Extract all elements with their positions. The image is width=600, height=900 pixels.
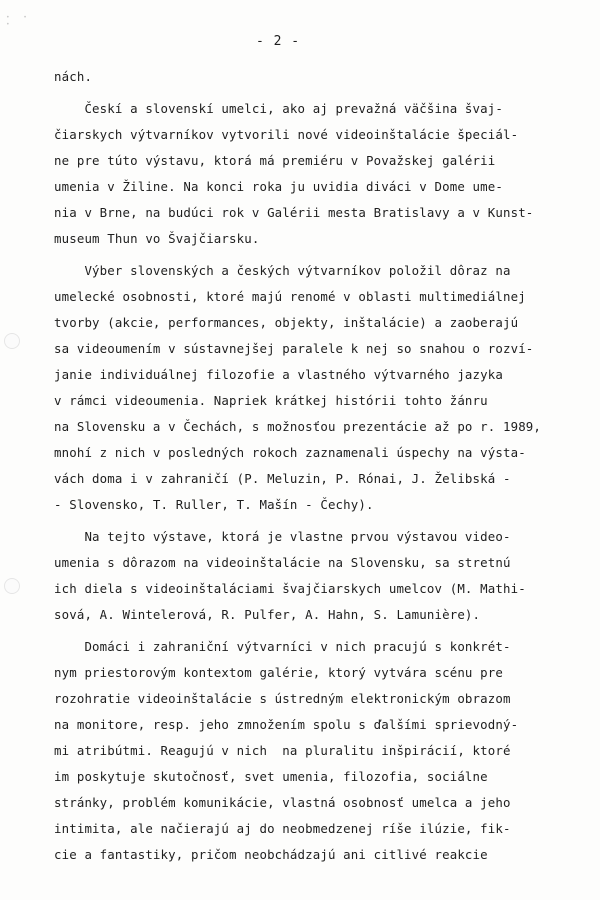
text-line: mi atribútmi. Reagujú v nich na pluralitu inšpirácií, ktoré — [54, 743, 511, 758]
text-line: sová, A. Wintelerová, R. Pulfer, A. Hahn, S. Lamunière). — [54, 607, 481, 622]
text-line: vách doma i v zahraničí (P. Meluzin, P. Rónai, J. Želibská - — [54, 471, 511, 486]
text-line: nách. — [54, 69, 93, 84]
text-line: čiarskych výtvarníkov vytvorili nové videoinštalácie špeciál- — [54, 127, 519, 142]
text-line: rozohratie videoinštalácie s ústredným elektronickým obrazom — [54, 691, 511, 706]
text-line: Českí a slovenskí umelci, ako aj prevažná väčšina švaj- — [54, 101, 503, 116]
text-line: janie individuálnej filozofie a vlastného výtvarného jazyka — [54, 367, 503, 382]
text-line: Na tejto výstave, ktorá je vlastne prvou výstavou video- — [54, 529, 511, 544]
text-line: mnohí z nich v posledných rokoch zaznamenali úspechy na výsta- — [54, 445, 526, 460]
text-line: na Slovensku a v Čechách, s možnosťou prezentácie až po r. 1989, — [54, 419, 542, 434]
text-line: museum Thun vo Švajčiarsku. — [54, 231, 260, 246]
text-line: umenia s dôrazom na videoinštalácie na Slovensku, sa stretnú — [54, 555, 511, 570]
punch-hole-mark — [4, 578, 20, 594]
text-line: ne pre túto výstavu, ktorá má premiéru v Považskej galérii — [54, 153, 496, 168]
text-line: na monitore, resp. jeho zmnožením spolu s ďalšími sprievodný- — [54, 717, 519, 732]
punch-hole-mark — [4, 333, 20, 349]
text-line: intimita, ale načierajú aj do neobmedzenej ríše ilúzie, fik- — [54, 821, 511, 836]
text-line: cie a fantastiky, pričom neobchádzajú ani citlivé reakcie — [54, 847, 488, 862]
text-line: - Slovensko, T. Ruller, T. Mašín - Čechy). — [54, 497, 374, 512]
text-line: tvorby (akcie, performances, objekty, inštalácie) a zaoberajú — [54, 315, 519, 330]
text-line: ich diela s videoinštaláciami švajčiarskych umelcov (M. Mathi- — [54, 581, 526, 596]
text-line: im poskytuje skutočnosť, svet umenia, filozofia, sociálne — [54, 769, 488, 784]
text-line: umelecké osobnosti, ktoré majú renomé v oblasti multimediálnej — [54, 289, 526, 304]
text-line: v rámci videoumenia. Napriek krátkej histórii tohto žánru — [54, 393, 488, 408]
text-line: nym priestorovým kontextom galérie, ktorý vytvára scénu pre — [54, 665, 503, 680]
body-text — [54, 64, 554, 868]
text-line: sa videoumením v sústavnejšej paralele k nej so snahou o rozví- — [54, 341, 534, 356]
corner-speckle-mark: • • • — [6, 14, 32, 28]
text-line: Domáci i zahraniční výtvarníci v nich pracujú s konkrét- — [54, 639, 511, 654]
page-number: - 2 - — [256, 34, 301, 49]
text-line: nia v Brne, na budúci rok v Galérii mesta Bratislavy a v Kunst- — [54, 205, 534, 220]
text-line: Výber slovenských a českých výtvarníkov položil dôraz na — [54, 263, 511, 278]
text-line: umenia v Žiline. Na konci roka ju uvidia diváci v Dome ume- — [54, 179, 503, 194]
text-line: stránky, problém komunikácie, vlastná osobnosť umelca a jeho — [54, 795, 511, 810]
